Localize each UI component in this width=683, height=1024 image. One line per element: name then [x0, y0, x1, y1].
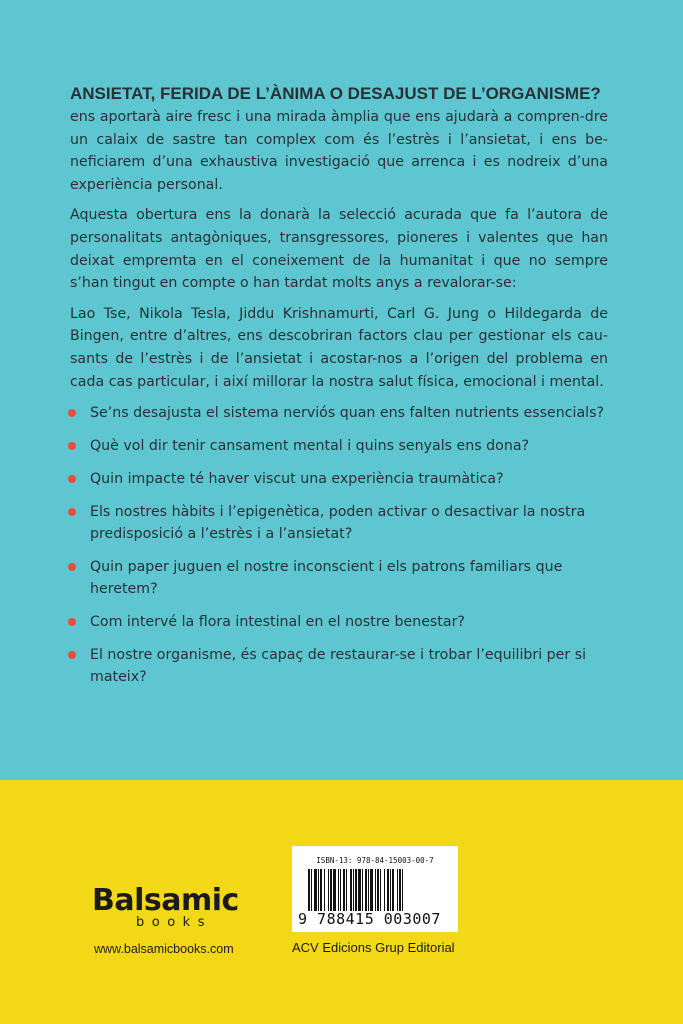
blurb	[70, 82, 608, 393]
bullet-dot-icon	[68, 442, 76, 450]
question-item	[68, 556, 628, 600]
blurb-paragraph-2: Aquesta obertura ens la donarà la selecció acurada que fa l’autora de personalitats antagòniques, transgressores, pioneres i valentes que han deixat empremta en el coneixement de la humanitat i que no sempre s’han tingut en compte o han tardat molts anys a revalorar-se:	[70, 207, 608, 292]
question-text: Els nostres hàbits i l’epigenètica, poden activar o desactivar la nostra predisposició a l’estrès i a l’ansietat?	[90, 504, 586, 542]
question-item	[68, 644, 628, 688]
blurb-paragraph-3: Lao Tse, Nikola Tesla, Jiddu Krishnamurti, Carl G. Jung o Hildegarda de Bingen, entre d’altres, ens descobriran factors clau per gestionar els cau-sants de l’estrès i de l’ansietat i acostar-nos a l’origen del problema en cada cas particular, i així millorar la nostra salut física, emocional i mental.	[70, 305, 608, 390]
question-text: Se’ns desajusta el sistema nerviós quan ens falten nutrients essencials?	[90, 405, 605, 421]
isbn-label: ISBN-13: 978-84-15003-00-7	[316, 856, 434, 865]
barcode-bars-icon	[308, 869, 442, 911]
question-item	[68, 611, 628, 633]
logo-subtitle: books	[136, 915, 212, 930]
question-item	[68, 435, 628, 457]
bullet-dot-icon	[68, 563, 76, 571]
question-text: El nostre organisme, és capaç de restaurar-se i trobar l’equilibri per si mateix?	[90, 647, 587, 685]
website-url: www.balsamicbooks.com	[94, 942, 234, 956]
bullet-dot-icon	[68, 475, 76, 483]
blurb-paragraph-1: ens aportarà aire fresc i una mirada àmplia que ens ajudarà a compren-dre un calaix de sastre tan complex com és l’estrès i l’ansietat, i ens be-neficiarem d’una exhaustiva investigació que arrenca i es nodreix d’una experiència personal.	[70, 109, 608, 193]
bullet-dot-icon	[68, 618, 76, 626]
question-item	[68, 402, 628, 424]
question-text: Què vol dir tenir cansament mental i quins senyals ens dona?	[90, 438, 530, 454]
question-list	[68, 402, 628, 699]
publisher-logo	[92, 884, 252, 936]
logo-wordmark: Balsamic	[92, 883, 239, 918]
question-item	[68, 468, 628, 490]
question-text: Com intervé la flora intestinal en el nostre benestar?	[90, 614, 465, 630]
bullet-dot-icon	[68, 651, 76, 659]
barcode	[292, 846, 458, 932]
question-item	[68, 501, 628, 545]
isbn-number: 9 788415 003007	[298, 910, 441, 928]
question-text: Quin impacte té haver viscut una experiència traumàtica?	[90, 471, 504, 487]
bullet-dot-icon	[68, 508, 76, 516]
question-text: Quin paper juguen el nostre inconscient i els patrons familiars que heretem?	[90, 559, 563, 597]
blurb-heading: ANSIETAT, FERIDA DE L’ÀNIMA O DESAJUST DE L’ORGANISME?	[70, 84, 601, 103]
publisher-name: ACV Edicions Grup Editorial	[292, 940, 455, 955]
bullet-dot-icon	[68, 409, 76, 417]
